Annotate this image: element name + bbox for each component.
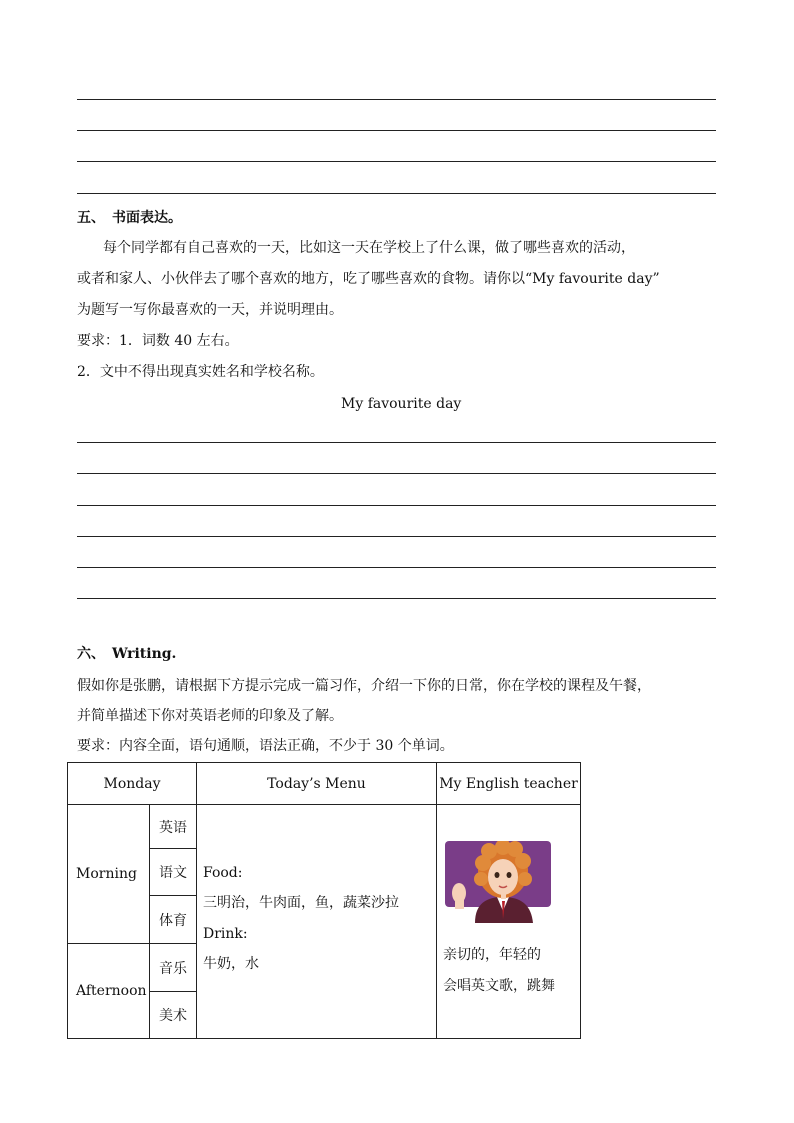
drink-items: 牛奶，水 [203, 956, 259, 972]
essay-line-2 [77, 473, 716, 474]
food-items: 三明治，牛肉面，鱼，蔬菜沙拉 [203, 895, 399, 911]
essay-line-1 [77, 442, 716, 443]
section5-heading: 五、 书面表达。 [77, 210, 182, 226]
teacher-cell [437, 805, 581, 1039]
subject-chinese: 语文 [150, 849, 197, 896]
menu-cell [197, 805, 437, 1039]
teacher-desc-2: 会唱英文歌，跳舞 [443, 978, 555, 994]
essay-line-6 [77, 598, 716, 599]
section5-requirement-1: 要求：1．词数 40 左右。 [77, 333, 239, 349]
morning-label: Morning [68, 805, 150, 944]
answer-line-1 [77, 99, 716, 100]
subject-pe: 体育 [150, 896, 197, 944]
section5-requirement-2: 2．文中不得出现真实姓名和学校名称。 [77, 364, 324, 380]
header-teacher: My English teacher [437, 763, 581, 805]
section6-paragraph-line-1: 假如你是张鹏，请根据下方提示完成一篇习作，介绍一下你的日常，你在学校的课程及午餐， [77, 678, 651, 694]
answer-line-2 [77, 130, 716, 131]
section5-paragraph-line-3: 为题写一写你最喜欢的一天，并说明理由。 [77, 302, 343, 318]
header-menu: Today’s Menu [197, 763, 437, 805]
essay-title: My favourite day [341, 396, 462, 412]
header-day: Monday [68, 763, 197, 805]
essay-line-3 [77, 505, 716, 506]
schedule-table [67, 762, 581, 1039]
section5-paragraph-line-1: 每个同学都有自己喜欢的一天，比如这一天在学校上了什么课，做了哪些喜欢的活动， [103, 240, 635, 256]
subject-music: 音乐 [150, 944, 197, 992]
answer-line-3 [77, 161, 716, 162]
section6-heading: 六、 Writing. [77, 646, 177, 662]
subject-english: 英语 [150, 805, 197, 849]
subject-art: 美术 [150, 992, 197, 1039]
section6-requirement: 要求：内容全面，语句通顺，语法正确，不少于 30 个单词。 [77, 738, 454, 754]
drink-label: Drink: [203, 926, 248, 942]
afternoon-label: Afternoon [68, 944, 150, 1039]
teacher-desc-1: 亲切的，年轻的 [443, 947, 541, 963]
teacher-portrait [445, 841, 551, 923]
essay-line-5 [77, 567, 716, 568]
section6-paragraph-line-2: 并简单描述下你对英语老师的印象及了解。 [77, 708, 343, 724]
answer-line-4 [77, 193, 716, 194]
food-label: Food: [203, 865, 243, 881]
essay-line-4 [77, 536, 716, 537]
section5-paragraph-line-2: 或者和家人、小伙伴去了哪个喜欢的地方，吃了哪些喜欢的食物。请你以“My favourite day” [77, 271, 660, 287]
